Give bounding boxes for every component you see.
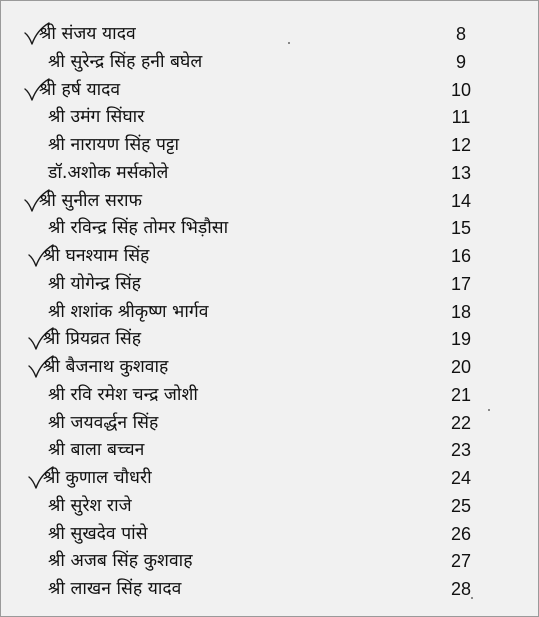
scan-speck	[471, 597, 473, 599]
member-name: श्री रवि रमेश चन्द्र जोशी	[48, 384, 198, 405]
member-name: श्री लाखन सिंह यादव	[48, 579, 182, 599]
list-row	[1, 298, 539, 326]
member-name: श्री बाला बच्चन	[48, 440, 145, 461]
member-name: श्री घनश्याम सिंह	[43, 246, 150, 266]
serial-number: 23	[450, 440, 472, 461]
serial-number: 27	[450, 551, 472, 572]
serial-number: 24	[450, 468, 472, 488]
member-name: श्री सुखदेव पांसे	[48, 523, 148, 544]
member-name: श्री सुरेन्द्र सिंह हनी बघेल	[48, 51, 203, 72]
list-row	[1, 464, 539, 492]
serial-number: 25	[450, 495, 472, 516]
serial-number: 18	[450, 301, 472, 322]
list-row	[1, 353, 539, 381]
scan-speck	[288, 42, 290, 44]
member-name: श्री शशांक श्रीकृष्ण भार्गव	[48, 301, 209, 322]
serial-number: 26	[450, 523, 472, 544]
member-name: श्री बैजनाथ कुशवाह	[43, 357, 169, 377]
list-row	[1, 214, 539, 242]
member-name: श्री सुनील सराफ	[39, 190, 143, 211]
list-row	[1, 270, 539, 298]
list-row	[1, 436, 539, 464]
member-name: श्री योगेन्द्र सिंह	[48, 273, 141, 294]
serial-number: 19	[450, 329, 472, 350]
list-row	[1, 76, 539, 104]
serial-number: 9	[455, 51, 466, 72]
list-row	[1, 381, 539, 409]
member-name: श्री उमंग सिंघार	[48, 107, 145, 128]
list-row	[1, 520, 539, 548]
member-name: श्री सुरेश राजे	[48, 495, 132, 516]
serial-number: 14	[450, 190, 472, 211]
list-row	[1, 159, 539, 187]
list-row	[1, 242, 539, 270]
scan-speck	[488, 409, 490, 411]
member-name: डॉ.अशोक मर्सकोले	[48, 162, 169, 183]
list-row	[1, 20, 539, 48]
member-name: श्री प्रियव्रत सिंह	[43, 329, 142, 350]
serial-number: 16	[450, 246, 472, 266]
list-row	[1, 547, 539, 575]
member-name: श्री रविन्द्र सिंह तोमर भिड़ौसा	[48, 218, 229, 239]
serial-number: 12	[450, 135, 472, 155]
list-row	[1, 575, 539, 603]
serial-number: 20	[450, 357, 472, 377]
serial-number: 28	[450, 579, 472, 599]
member-name: श्री अजब सिंह कुशवाह	[48, 551, 193, 572]
serial-number: 22	[450, 412, 472, 433]
list-row	[1, 409, 539, 437]
list-row	[1, 131, 539, 159]
serial-number: 15	[450, 218, 472, 239]
member-name: श्री कुणाल चौधरी	[43, 468, 152, 488]
list-row	[1, 325, 539, 353]
serial-number: 8	[455, 24, 466, 44]
list-row	[1, 492, 539, 520]
serial-number: 11	[451, 107, 471, 128]
list-row	[1, 187, 539, 215]
member-name: श्री संजय यादव	[39, 24, 136, 44]
list-row	[1, 48, 539, 76]
member-name: श्री नारायण सिंह पट्टा	[48, 135, 180, 155]
serial-number: 21	[450, 384, 472, 405]
serial-number: 17	[450, 273, 472, 294]
list-row	[1, 103, 539, 131]
member-name: श्री हर्ष यादव	[39, 79, 121, 100]
serial-number: 13	[450, 162, 472, 183]
serial-number: 10	[450, 79, 472, 100]
member-name: श्री जयवर्द्धन सिंह	[48, 412, 159, 433]
